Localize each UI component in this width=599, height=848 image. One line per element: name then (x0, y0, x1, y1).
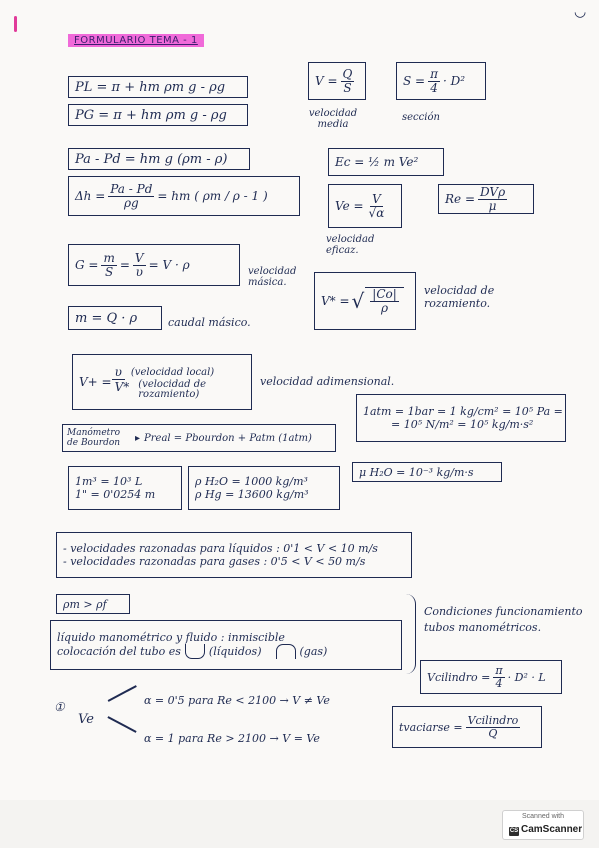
camscanner-brand (509, 824, 582, 836)
v-num: Q (342, 66, 353, 81)
vstar-den: ρ (381, 301, 389, 315)
velocity-liquidos: - velocidades razonadas para líquidos : 0'1 < V < 10 m/s (63, 542, 378, 555)
formula-vstar (314, 272, 416, 330)
condition-line-1: líquido manométrico y fluido : inmiscible (57, 631, 285, 644)
vcil-right: · D² · L (507, 670, 546, 684)
vstar-num: |Co| (372, 287, 397, 302)
dh-right: = hm ( ρm / ρ - 1 ) (157, 189, 268, 203)
dh-denominator: ρg (123, 195, 139, 210)
formula-re (438, 184, 534, 214)
rho-hg: ρ Hg = 13600 kg/m³ (195, 488, 309, 501)
arrow-down-line (108, 716, 137, 732)
manometro-formula: Preal = Pbourdon + Patm (1atm) (144, 432, 312, 444)
vplus-fraction-group (112, 365, 229, 400)
re-fraction (478, 186, 507, 212)
vplus-note-1: (velocidad local) (130, 366, 215, 378)
formula-m: m = Q · ρ (68, 306, 162, 330)
formula-pa-pd: Pa - Pd = hm g (ρm - ρ) (68, 148, 250, 170)
ve-fraction (367, 193, 387, 219)
s-den: 4 (430, 80, 438, 95)
alpha-case-1: α = 0'5 para Re < 2100 → V ≠ Ve (144, 694, 330, 707)
inverted-u-tube-icon (276, 644, 296, 659)
vstar-left: V* = (321, 294, 350, 308)
formula-pl: PL = π + hm ρm g - ρg (68, 76, 248, 98)
re-den: μ (488, 198, 497, 213)
page-title: FORMULARIO TEMA - 1 (68, 34, 204, 47)
s-fraction (428, 68, 440, 94)
atm-line-1: 1atm = 1bar = 1 kg/cm² = 10⁵ Pa = (363, 405, 563, 418)
unit-m3: 1m³ = 10³ L (75, 475, 143, 488)
condition-line-2-row (57, 644, 327, 659)
formula-manometro (62, 424, 336, 452)
vcil-den: 4 (495, 676, 503, 690)
scanned-with-label: Scanned with (521, 813, 565, 820)
manometro-label: Manómetro de Bourdon (67, 428, 121, 448)
arrow-up-line (108, 685, 137, 701)
margin-mark (14, 16, 17, 32)
formula-vcilindro (420, 660, 562, 694)
vstar-fraction (370, 288, 399, 314)
conditions-note: Condiciones funcionamiento tubos manométricos. (424, 605, 583, 634)
tvac-left: tvaciarse = (399, 720, 463, 734)
vstar-radicand (365, 287, 404, 314)
formula-units (68, 466, 182, 510)
g-num-2: V (134, 250, 144, 265)
velocity-gases: - velocidades razonadas para gases : 0'5 < V < 50 m/s (63, 555, 366, 568)
formula-delta-h (68, 176, 300, 216)
g-fraction-2 (133, 252, 146, 278)
formula-ec: Ec = ½ m Ve² (328, 148, 444, 176)
alpha-case-2: α = 1 para Re > 2100 → V = Ve (144, 732, 320, 745)
g-right: = V · ρ (148, 258, 190, 272)
conditions-box (50, 620, 402, 670)
vcil-left: Vcilindro = (427, 670, 491, 684)
formula-pg: PG = π + hm ρm g - ρg (68, 104, 248, 126)
vstar-root: √ (351, 289, 365, 313)
vplus-den-row (112, 380, 229, 400)
g-mid: = (119, 258, 130, 272)
formula-s (396, 62, 486, 100)
label-vel-eficaz: velocidad eficaz. (326, 234, 375, 256)
condition-gas: (gas) (299, 645, 328, 658)
label-vel-media: velocidad media (308, 108, 358, 130)
unit-inch: 1" = 0'0254 m (75, 488, 156, 501)
corner-mark: ◡ (574, 4, 587, 20)
rho-inequality: ρm > ρf (56, 594, 130, 614)
ve-num: V (372, 191, 381, 206)
g-left: G = (75, 258, 99, 272)
ve-left: Ve = (335, 199, 364, 213)
tvac-fraction (466, 715, 521, 739)
label-caudal-masico: caudal másico. (168, 316, 251, 329)
alpha-marker: ① (54, 700, 65, 714)
g-fraction-1 (101, 252, 116, 278)
s-num: π (430, 66, 438, 81)
vplus-num-row (112, 365, 229, 380)
dh-numerator: Pa - Pd (110, 181, 153, 196)
tvac-num: Vcilindro (467, 713, 519, 727)
condition-line-2: colocación del tubo es (57, 645, 181, 658)
formula-mu-h2o: μ H₂O = 10⁻³ kg/m·s (352, 462, 502, 482)
condition-brace (405, 594, 416, 674)
label-vel-adimensional: velocidad adimensional. (260, 375, 395, 388)
g-den-2: υ (135, 264, 143, 279)
ve-den: √α (368, 205, 385, 220)
g-den-1: S (105, 264, 114, 279)
condition-liquidos: (líquidos) (208, 645, 262, 658)
s-right: · D² (442, 74, 466, 88)
camscanner-icon: CS (509, 828, 519, 834)
label-vel-masica: velocidad másica. (248, 266, 297, 288)
vplus-den: V* (114, 379, 130, 394)
camscanner-brand-text: CamScanner (521, 824, 583, 835)
formula-v (308, 62, 366, 100)
vplus-note-2: (velocidad de rozamiento) (138, 378, 207, 400)
v-left: V = (315, 74, 338, 88)
formula-tvaciarse (392, 706, 542, 748)
velocities-box (56, 532, 412, 578)
manometro-arrow: ▸ (135, 432, 141, 444)
v-den: S (343, 80, 352, 95)
u-tube-icon (185, 644, 205, 659)
s-left: S = (403, 74, 426, 88)
vplus-num: υ (112, 365, 125, 380)
re-left: Re = (445, 192, 476, 206)
re-num: DVρ (480, 184, 506, 199)
atm-line-2: = 10⁵ N/m² = 10⁵ kg/m·s² (391, 418, 534, 431)
vplus-left: V+ = (79, 375, 112, 389)
formula-ve (328, 184, 402, 228)
g-num-1: m (103, 250, 115, 265)
label-vel-rozamiento: velocidad de rozamiento. (424, 284, 495, 310)
dh-left: Δh = (75, 189, 106, 203)
formula-atm (356, 394, 566, 442)
vcil-num: π (495, 663, 503, 677)
rho-h2o: ρ H₂O = 1000 kg/m³ (195, 475, 308, 488)
vcil-fraction (493, 665, 504, 689)
label-seccion: sección (402, 112, 440, 123)
formula-densities (188, 466, 340, 510)
dh-fraction (108, 183, 154, 209)
v-fraction (341, 68, 355, 94)
alpha-symbol: Ve (78, 712, 94, 727)
formula-g (68, 244, 240, 286)
formula-vplus (72, 354, 252, 410)
tvac-den: Q (488, 726, 498, 740)
camscanner-badge (502, 810, 584, 840)
